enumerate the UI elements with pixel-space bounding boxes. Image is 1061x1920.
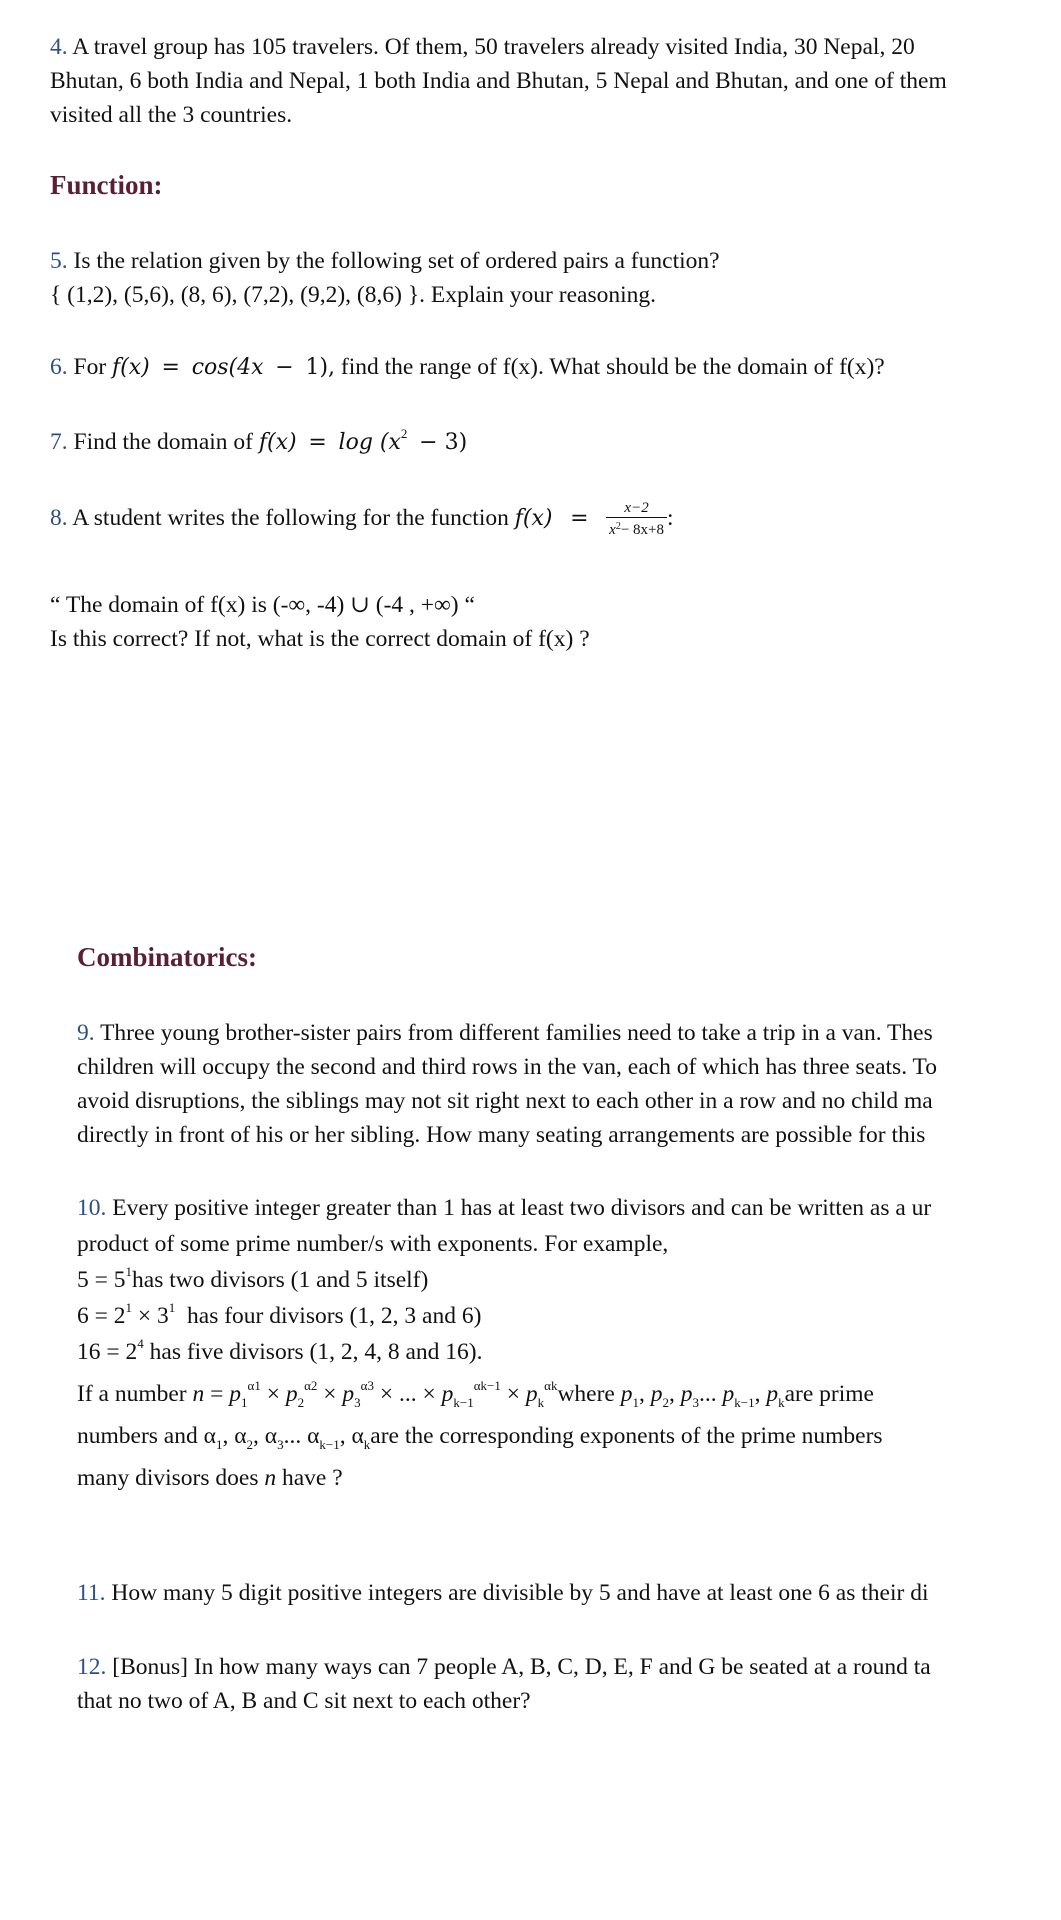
question-number: 11. (77, 1580, 106, 1606)
math-function: f(x) (112, 355, 150, 380)
question-text-line: Every positive integer greater than 1 has at least two divisors and can be written as a ur (112, 1195, 932, 1221)
quoted-statement: “ The domain of f(x) is (-∞, -4) ∪ (-4 , +∞) “ (50, 592, 475, 618)
question-text-line: [Bonus] In how many ways can 7 people A, B, C, D, E, F and G be seated at a round ta (112, 1654, 931, 1680)
math-function: f(x) (514, 505, 553, 531)
question-4 (50, 30, 947, 132)
question-11 (77, 1576, 928, 1610)
question-number: 12. (77, 1654, 107, 1680)
math-expression: cos(4x (191, 355, 264, 380)
question-text-line: children will occupy the second and third rows in the van, each of which has three seats. To (77, 1054, 937, 1080)
math-expression-end: 1), (305, 355, 336, 380)
example-line: $5 = 5^1has$ two divisors (1 and 5 itself) (77, 1264, 429, 1293)
question-number: 10. (77, 1195, 107, 1221)
fraction-numerator: x−2 (606, 500, 667, 518)
question-text-line: visited all the 3 countries. (50, 102, 293, 128)
question-text: For (73, 354, 107, 380)
question-number: 7. (50, 429, 68, 455)
question-7 (50, 425, 467, 460)
math-fraction (606, 500, 667, 539)
question-text-line: { (1,2), (5,6), (8, 6), (7,2), (9,2), (8,6) }. Explain your reasoning. (50, 282, 656, 308)
section-heading-combinatorics: Combinatorics: (77, 942, 257, 972)
question-text-line: product of some prime number/s with exponents. For example, (77, 1231, 669, 1257)
math-equals: = (570, 505, 589, 531)
question-text-line: Is this correct? If not, what is the correct domain of f(x) ? (50, 626, 590, 652)
question-text: find the range of f(x). What should be the domain of f(x)? (340, 354, 885, 380)
question-text-line: Three young brother-sister pairs from different families need to take a trip in a van. Thes (100, 1020, 933, 1046)
question-10 (77, 1190, 931, 1496)
section-heading-function: Function: (50, 170, 163, 200)
question-text-line: directly in front of his or her sibling. How many seating arrangements are possible for this (77, 1122, 926, 1148)
math-expression-end: − 3) (419, 430, 468, 455)
question-5 (50, 244, 720, 312)
question-8 (50, 500, 674, 539)
question-text: A student writes the following for the function (72, 504, 509, 531)
question-9 (77, 1016, 937, 1152)
example-line: $6 = 2^1 \times 3^1$ has four divisors (1, 2, 3 and 6) (77, 1300, 482, 1329)
question-text-line: A travel group has 105 travelers. Of them, 50 travelers already visited India, 30 Nepal, 20 (72, 34, 915, 60)
example-line: $16 = 2^4$ has five divisors (1, 2, 4, 8 and 16). (77, 1336, 483, 1365)
question-number: 6. (50, 354, 68, 380)
question-text-line: avoid disruptions, the siblings may not sit right next to each other in a row and no child ma (77, 1088, 933, 1114)
formula-line: numbers and $\alpha_1$, $\alpha_2$, $\alpha_3$... $\alpha_{k-1}$, $\alpha_kare$ the corresponding exponents of the prime numbers (77, 1423, 883, 1452)
question-number: 8. (50, 504, 68, 531)
math-colon: : (666, 504, 674, 531)
question-text-line: Bhutan, 6 both India and Nepal, 1 both India and Bhutan, 5 Nepal and Bhutan, and one of them (50, 68, 947, 94)
question-text-line: How many 5 digit positive integers are divisible by 5 and have at least one 6 as their di (111, 1580, 929, 1606)
math-minus: − (275, 355, 294, 380)
math-equals: = (308, 430, 327, 455)
question-number: 9. (77, 1020, 95, 1046)
fraction-denominator: $x^2- 8x+8$ (609, 521, 664, 538)
math-log: log (x (338, 430, 401, 455)
question-8-followup (50, 588, 590, 656)
math-exponent: 2 (400, 426, 408, 441)
question-text-line: Is the relation given by the following set of ordered pairs a function? (73, 248, 720, 274)
math-equals: = (161, 355, 180, 380)
math-function: f(x) (258, 430, 297, 455)
question-number: 5. (50, 248, 68, 274)
question-12 (77, 1650, 931, 1718)
question-text-line: many divisors does n have ? (77, 1465, 343, 1491)
question-number: 4. (50, 34, 68, 60)
question-6 (50, 350, 885, 385)
question-text: Find the domain of (73, 429, 253, 455)
question-text-line: that no two of A, B and C sit next to each other? (77, 1688, 531, 1714)
formula-line: If a number $n = p_1^{\alpha 1} \times p_2^{\alpha 2} \times p_3^{\alpha 3}$ × ... × $p_{k-1}^{\alpha k-1}$ × $p_k^{\alpha k}where$ $p_1$, $p_2$, $p_3$... $p_{k-1}$, $p_kare$ prime (77, 1378, 874, 1410)
